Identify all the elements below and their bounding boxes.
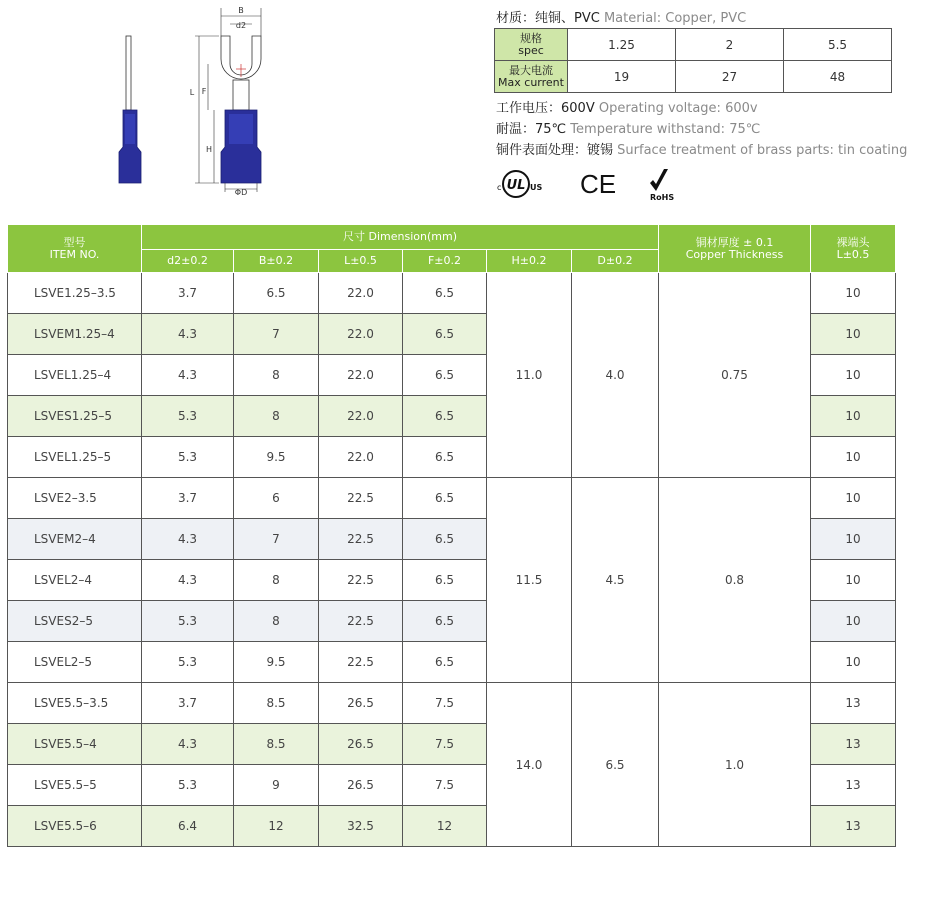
h-merged-cell: 14.0 bbox=[487, 683, 572, 847]
b-cell: 9.5 bbox=[234, 437, 319, 478]
rohs-mark bbox=[650, 169, 674, 202]
l-cell: 26.5 bbox=[319, 765, 403, 806]
item-cell: LSVE5.5–6 bbox=[8, 806, 142, 847]
temperature-en: Temperature withstand: 75℃ bbox=[570, 122, 761, 137]
header-h: H±0.2 bbox=[487, 250, 572, 273]
thickness-merged-cell: 0.8 bbox=[659, 478, 811, 683]
bare-end-cell: 10 bbox=[811, 601, 896, 642]
bare-end-cell: 10 bbox=[811, 642, 896, 683]
d-merged-cell: 4.0 bbox=[572, 273, 659, 478]
item-cell: LSVEL2–4 bbox=[8, 560, 142, 601]
item-cell: LSVE2–3.5 bbox=[8, 478, 142, 519]
current-value: 27 bbox=[676, 61, 784, 93]
material-line bbox=[496, 7, 746, 26]
item-cell: LSVES2–5 bbox=[8, 601, 142, 642]
l-cell: 32.5 bbox=[319, 806, 403, 847]
svg-text:RoHS: RoHS bbox=[650, 193, 675, 202]
svg-text:c: c bbox=[497, 183, 502, 192]
d2-cell: 4.3 bbox=[142, 519, 234, 560]
b-cell: 7 bbox=[234, 519, 319, 560]
l-cell: 22.0 bbox=[319, 355, 403, 396]
current-header: 最大电流 Max current bbox=[495, 61, 568, 93]
item-cell: LSVE5.5–3.5 bbox=[8, 683, 142, 724]
bare-end-cell: 13 bbox=[811, 806, 896, 847]
surface-line bbox=[496, 139, 907, 158]
ce-mark: CE bbox=[580, 169, 617, 199]
f-cell: 6.5 bbox=[403, 601, 487, 642]
l-cell: 22.5 bbox=[319, 560, 403, 601]
header-l: L±0.5 bbox=[319, 250, 403, 273]
f-cell: 6.5 bbox=[403, 478, 487, 519]
current-row bbox=[495, 61, 892, 93]
d2-cell: 3.7 bbox=[142, 478, 234, 519]
spec-header: 规格 spec bbox=[495, 29, 568, 61]
item-cell: LSVES1.25–5 bbox=[8, 396, 142, 437]
b-cell: 6 bbox=[234, 478, 319, 519]
f-cell: 7.5 bbox=[403, 683, 487, 724]
spec-value: 2 bbox=[676, 29, 784, 61]
l-cell: 22.0 bbox=[319, 437, 403, 478]
voltage-en: Operating voltage: 600v bbox=[598, 101, 758, 116]
b-cell: 7 bbox=[234, 314, 319, 355]
item-cell: LSVEM2–4 bbox=[8, 519, 142, 560]
spec-row bbox=[495, 29, 892, 61]
f-cell: 6.5 bbox=[403, 519, 487, 560]
b-cell: 12 bbox=[234, 806, 319, 847]
l-cell: 22.5 bbox=[319, 478, 403, 519]
table-row bbox=[8, 273, 896, 314]
d2-cell: 5.3 bbox=[142, 437, 234, 478]
f-cell: 7.5 bbox=[403, 724, 487, 765]
item-cell: LSVEL1.25–5 bbox=[8, 437, 142, 478]
table-row bbox=[8, 478, 896, 519]
dimension-table bbox=[7, 224, 896, 847]
thickness-merged-cell: 1.0 bbox=[659, 683, 811, 847]
current-value: 19 bbox=[568, 61, 676, 93]
bare-end-cell: 13 bbox=[811, 724, 896, 765]
header-bare-end: 裸端头 L±0.5 bbox=[811, 225, 896, 273]
l-cell: 22.0 bbox=[319, 273, 403, 314]
b-cell: 8 bbox=[234, 601, 319, 642]
header-b: B±0.2 bbox=[234, 250, 319, 273]
bare-end-cell: 13 bbox=[811, 683, 896, 724]
item-cell: LSVE5.5–5 bbox=[8, 765, 142, 806]
d2-cell: 5.3 bbox=[142, 765, 234, 806]
current-value: 48 bbox=[784, 61, 892, 93]
d-merged-cell: 6.5 bbox=[572, 683, 659, 847]
d2-cell: 5.3 bbox=[142, 642, 234, 683]
d-merged-cell: 4.5 bbox=[572, 478, 659, 683]
f-cell: 6.5 bbox=[403, 273, 487, 314]
h-merged-cell: 11.5 bbox=[487, 478, 572, 683]
header-row-1 bbox=[8, 225, 896, 250]
ul-mark bbox=[497, 171, 542, 197]
bare-end-cell: 10 bbox=[811, 478, 896, 519]
header-dimension: 尺寸 Dimension(mm) bbox=[142, 225, 659, 250]
d2-cell: 4.3 bbox=[142, 314, 234, 355]
svg-text:US: US bbox=[530, 183, 543, 192]
l-cell: 22.5 bbox=[319, 601, 403, 642]
header-thickness: 铜材厚度 ± 0.1 Copper Thickness bbox=[659, 225, 811, 273]
table-body bbox=[8, 273, 896, 847]
l-cell: 22.0 bbox=[319, 396, 403, 437]
d2-cell: 4.3 bbox=[142, 560, 234, 601]
f-cell: 7.5 bbox=[403, 765, 487, 806]
f-cell: 6.5 bbox=[403, 314, 487, 355]
dim-d2-label: d2 bbox=[235, 21, 247, 30]
spec-value: 1.25 bbox=[568, 29, 676, 61]
material-en: Material: Copper, PVC bbox=[603, 11, 747, 26]
voltage-line bbox=[496, 97, 758, 116]
d2-cell: 4.3 bbox=[142, 355, 234, 396]
dim-phi-d-label: ΦD bbox=[234, 188, 248, 197]
bare-end-cell: 10 bbox=[811, 396, 896, 437]
b-cell: 8.5 bbox=[234, 724, 319, 765]
dim-l-label: L bbox=[189, 88, 195, 97]
thickness-merged-cell: 0.75 bbox=[659, 273, 811, 478]
spec-value: 5.5 bbox=[784, 29, 892, 61]
side-view-tongue bbox=[126, 36, 131, 110]
b-cell: 6.5 bbox=[234, 273, 319, 314]
l-cell: 22.5 bbox=[319, 519, 403, 560]
certification-marks bbox=[492, 163, 692, 203]
b-cell: 8.5 bbox=[234, 683, 319, 724]
b-cell: 9 bbox=[234, 765, 319, 806]
item-cell: LSVEM1.25–4 bbox=[8, 314, 142, 355]
f-cell: 6.5 bbox=[403, 355, 487, 396]
bare-end-cell: 10 bbox=[811, 437, 896, 478]
d2-cell: 5.3 bbox=[142, 601, 234, 642]
item-cell: LSVE1.25–3.5 bbox=[8, 273, 142, 314]
b-cell: 9.5 bbox=[234, 642, 319, 683]
item-cell: LSVEL2–5 bbox=[8, 642, 142, 683]
terminal-drawing bbox=[115, 2, 285, 197]
spec-table bbox=[494, 28, 892, 93]
surface-en: Surface treatment of brass parts: tin coating bbox=[617, 143, 908, 158]
d2-cell: 4.3 bbox=[142, 724, 234, 765]
l-cell: 26.5 bbox=[319, 683, 403, 724]
bare-end-cell: 10 bbox=[811, 355, 896, 396]
h-merged-cell: 11.0 bbox=[487, 273, 572, 478]
bare-end-cell: 10 bbox=[811, 519, 896, 560]
svg-text:UL: UL bbox=[506, 178, 526, 193]
header-item: 型号 ITEM NO. bbox=[8, 225, 142, 273]
b-cell: 8 bbox=[234, 560, 319, 601]
d2-cell: 6.4 bbox=[142, 806, 234, 847]
dim-b-label: B bbox=[238, 6, 244, 15]
item-cell: LSVE5.5–4 bbox=[8, 724, 142, 765]
bare-end-cell: 10 bbox=[811, 273, 896, 314]
l-cell: 22.5 bbox=[319, 642, 403, 683]
bare-end-cell: 13 bbox=[811, 765, 896, 806]
header-d: D±0.2 bbox=[572, 250, 659, 273]
item-cell: LSVEL1.25–4 bbox=[8, 355, 142, 396]
d2-cell: 3.7 bbox=[142, 273, 234, 314]
header-d2: d2±0.2 bbox=[142, 250, 234, 273]
dim-f-label: F bbox=[201, 87, 207, 96]
material-cn: 材质：纯铜、PVC bbox=[496, 11, 600, 26]
d2-cell: 3.7 bbox=[142, 683, 234, 724]
b-cell: 8 bbox=[234, 396, 319, 437]
surface-cn: 铜件表面处理：镀锡 bbox=[496, 143, 614, 158]
header-f: F±0.2 bbox=[403, 250, 487, 273]
f-cell: 12 bbox=[403, 806, 487, 847]
voltage-cn: 工作电压：600V bbox=[496, 101, 595, 116]
temperature-line bbox=[496, 118, 760, 137]
f-cell: 6.5 bbox=[403, 560, 487, 601]
f-cell: 6.5 bbox=[403, 642, 487, 683]
temperature-cn: 耐温：75℃ bbox=[496, 122, 567, 137]
f-cell: 6.5 bbox=[403, 396, 487, 437]
d2-cell: 5.3 bbox=[142, 396, 234, 437]
f-cell: 6.5 bbox=[403, 437, 487, 478]
dim-h-label: H bbox=[205, 145, 213, 154]
b-cell: 8 bbox=[234, 355, 319, 396]
bare-end-cell: 10 bbox=[811, 314, 896, 355]
bare-end-cell: 10 bbox=[811, 560, 896, 601]
table-row bbox=[8, 683, 896, 724]
l-cell: 22.0 bbox=[319, 314, 403, 355]
l-cell: 26.5 bbox=[319, 724, 403, 765]
